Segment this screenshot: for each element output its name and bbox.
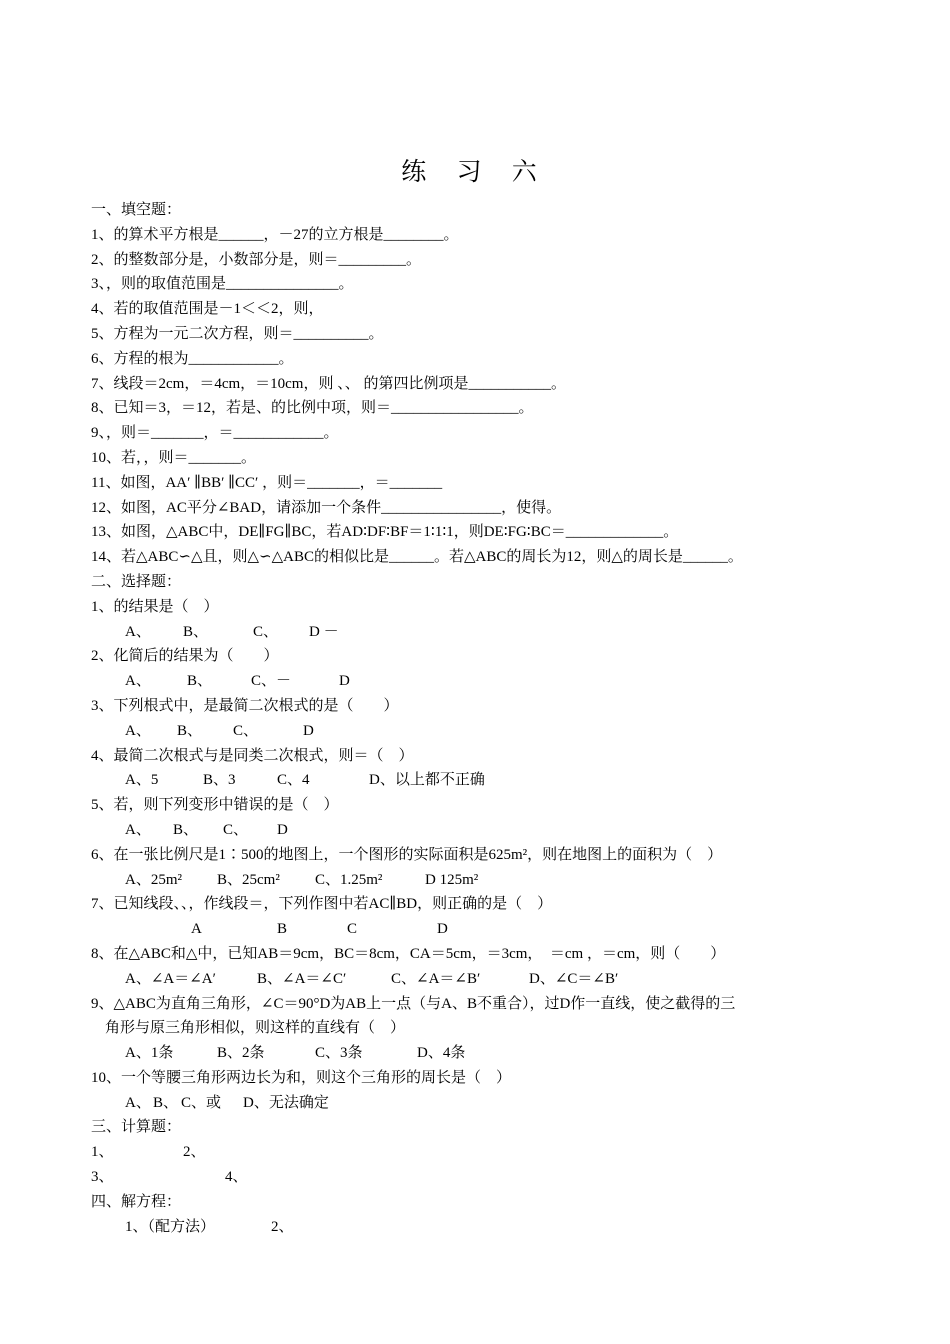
calc-item-4: 4、 [225, 1169, 248, 1186]
calc-item-2: 2、 [183, 1144, 206, 1161]
option-a: A、∠A＝∠A′ [125, 970, 216, 987]
choice-options [91, 1041, 891, 1066]
option-c: C、或 [181, 1094, 222, 1111]
option-b: B、 [187, 673, 213, 690]
choice-options [91, 868, 891, 893]
choice-question-continued: 角形与原三角形相似，则这样的直线有（ ） [105, 1020, 406, 1037]
option-d: D、4条 [417, 1045, 466, 1062]
option-b: B、3 [203, 772, 236, 789]
choice-options [91, 719, 891, 744]
option-b: B、∠A＝∠C′ [257, 970, 347, 987]
fill-in-question: 3、，则的取值范围是_______________。 [91, 276, 354, 293]
option-a: A、 [125, 821, 151, 838]
section-heading-calc: 三、计算题： [91, 1119, 182, 1136]
choice-options [91, 818, 891, 843]
choice-options [91, 669, 891, 694]
fill-in-question: 1、的算术平方根是______，－27的立方根是________。 [91, 226, 459, 243]
option-c: C、1.25m² [315, 871, 383, 888]
option-c: C、 [253, 623, 279, 640]
option-d: D [339, 673, 350, 690]
fill-in-question: 9、，则＝_______，＝____________。 [91, 425, 339, 442]
choice-question: 9、△ABC为直角三角形，∠C＝90°D为AB上一点（与A、B不重合），过D作一直线，使之截得的三 [91, 995, 736, 1012]
option-c: C、－ [251, 673, 292, 690]
equation-row [91, 1215, 891, 1240]
equation-item-2: 2、 [271, 1218, 294, 1235]
fill-in-question: 8、已知＝3，＝12，若是、的比例中项，则＝_________________。 [91, 400, 534, 417]
calc-row [91, 1165, 891, 1190]
option-d: D [437, 921, 448, 938]
option-b: B、 [183, 623, 209, 640]
fill-in-question: 5、方程为一元二次方程，则＝__________。 [91, 325, 384, 342]
exercise-content [91, 198, 891, 1239]
equation-item-1: 1、（配方法） [125, 1218, 216, 1235]
choice-question: 3、下列根式中，是最简二次根式的是（ ） [91, 697, 399, 714]
option-c: C、3条 [315, 1045, 363, 1062]
option-d: D、∠C＝∠B′ [529, 970, 619, 987]
option-b: B、25cm² [217, 871, 280, 888]
fill-in-question: 2、的整数部分是，小数部分是，则＝_________。 [91, 251, 422, 268]
option-a: A、25m² [125, 871, 182, 888]
choice-question: 7、已知线段、、，作线段＝，下列作图中若AC∥BD，则正确的是（ ） [91, 896, 553, 913]
section-heading-equations: 四、解方程： [91, 1193, 182, 1210]
option-b: B [277, 921, 288, 938]
choice-question: 2、化简后的结果为（ ） [91, 648, 279, 665]
calc-item-1: 1、 [91, 1144, 114, 1161]
option-d: D － [309, 623, 339, 640]
option-a: A、 [125, 673, 151, 690]
calc-item-3: 3、 [91, 1169, 114, 1186]
option-c: C [347, 921, 358, 938]
choice-question: 10、一个等腰三角形两边长为和，则这个三角形的周长是（ ） [91, 1069, 512, 1086]
option-b: B、2条 [217, 1045, 265, 1062]
choice-options [91, 620, 891, 645]
choice-options [91, 917, 891, 942]
option-a: A、5 [125, 772, 159, 789]
section-heading-fill-in: 一、填空题： [91, 202, 182, 218]
choice-question: 5、若，则下列变形中错误的是（ ） [91, 797, 339, 814]
option-a: A、 [125, 1094, 151, 1111]
option-a: A、1条 [125, 1045, 174, 1062]
option-d: D [277, 821, 288, 838]
option-c: C、4 [277, 772, 310, 789]
calc-row [91, 1140, 891, 1165]
choice-question: 4、最简二次根式与是同类二次根式，则＝（ ） [91, 747, 414, 764]
choice-question: 1、的结果是（ ） [91, 598, 219, 615]
option-d: D、无法确定 [243, 1094, 329, 1111]
option-c: C、 [223, 821, 249, 838]
option-a: A、 [125, 722, 151, 739]
choice-question: 8、在△ABC和△中，已知AB＝9cm，BC＝8cm，CA＝5cm，＝3cm， ＝cm ，＝cm，则（ ） [91, 945, 726, 962]
option-b: B、 [173, 821, 199, 838]
page-title: 练 习 六 [401, 159, 549, 186]
option-d: D、以上都不正确 [369, 772, 485, 789]
choice-options [91, 967, 891, 992]
choice-question: 6、在一张比例尺是1∶500的地图上，一个图形的实际面积是625m²，则在地图上的面积为（ ） [91, 846, 723, 863]
fill-in-question: 4、若的取值范围是－1＜＜2，则， [91, 301, 324, 318]
option-b: B、 [177, 722, 203, 739]
fill-in-question: 14、若△ABC∽△且，则△∽△ABC的相似比是______。若△ABC的周长为12，则△的周长是______。 [91, 549, 743, 566]
section-heading-choice: 二、选择题： [91, 573, 182, 590]
fill-in-question: 13、如图，△ABC中，DE∥FG∥BC，若AD∶DF∶BF＝1∶1∶1，则DE∶FG∶BC＝_____________。 [91, 524, 679, 541]
fill-in-question: 11、如图，AA′ ∥BB′ ∥CC′ ，则＝_______，＝_______ [91, 474, 443, 491]
option-d: D [303, 722, 314, 739]
option-c: C、 [233, 722, 259, 739]
choice-options [91, 768, 891, 793]
option-d: D 125m² [425, 871, 479, 888]
fill-in-question: 12、如图，AC平分∠BAD，请添加一个条件________________，使得。 [91, 499, 562, 516]
option-a: A、 [125, 623, 151, 640]
choice-options [91, 1091, 891, 1116]
fill-in-question: 6、方程的根为____________。 [91, 350, 294, 367]
option-a: A [191, 921, 202, 938]
option-b: B、 [153, 1094, 179, 1111]
fill-in-question: 10、若，，则＝_______。 [91, 449, 257, 466]
fill-in-question: 7、线段＝2cm，＝4cm，＝10cm，则 、、 的第四比例项是___________。 [91, 375, 566, 392]
option-c: C、∠A＝∠B′ [391, 970, 481, 987]
